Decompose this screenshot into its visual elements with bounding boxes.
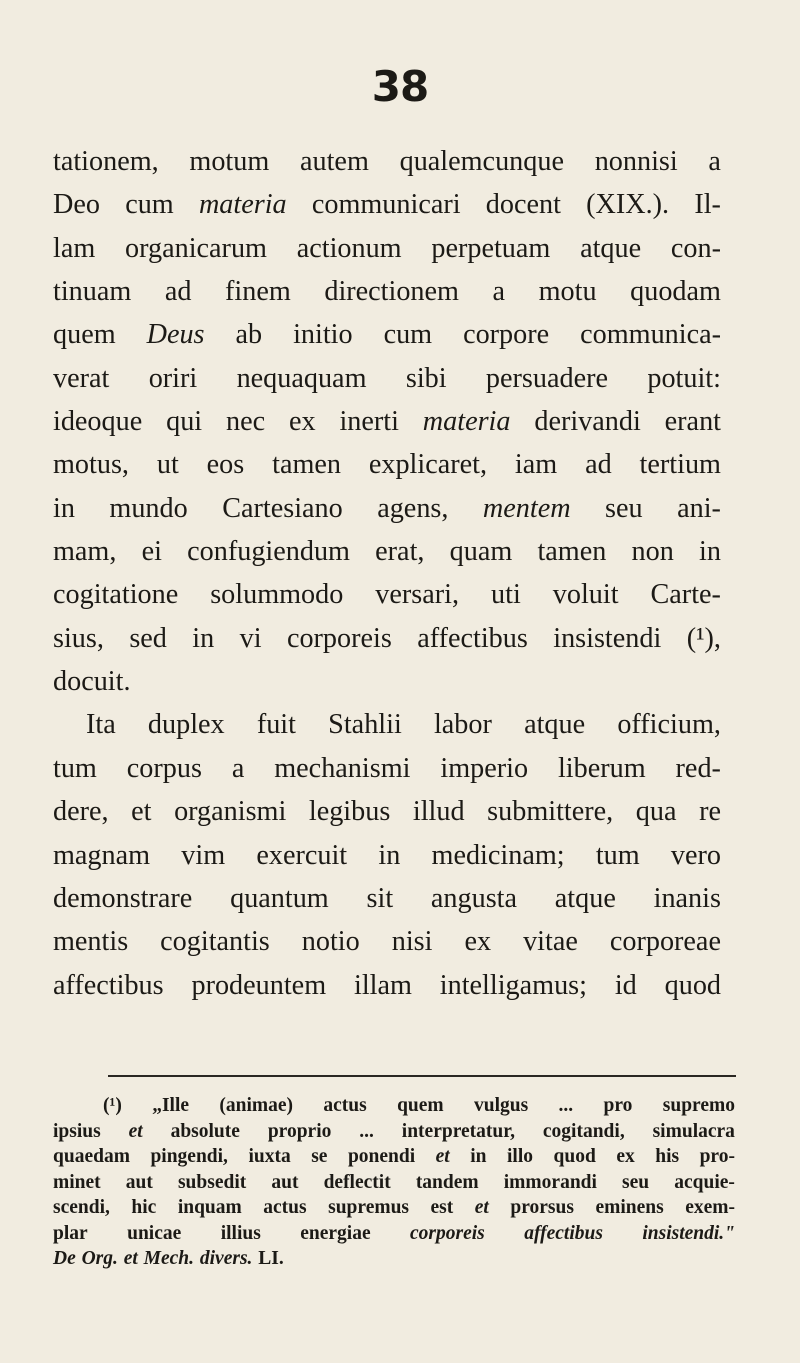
body-word: explicaret, — [368, 449, 488, 481]
footnote-word: in — [470, 1146, 487, 1167]
body-word: non — [631, 536, 674, 568]
footnote-word: energiae — [300, 1222, 371, 1244]
body-word: legibus — [308, 796, 391, 828]
footnote-line — [53, 1093, 735, 1119]
body-word: et — [131, 796, 152, 828]
body-line — [53, 617, 721, 660]
footnote-word: (animae) — [219, 1095, 294, 1116]
body-word: ex — [288, 406, 316, 438]
body-word: initio — [293, 319, 353, 351]
footnote-word: est — [430, 1197, 454, 1218]
body-word: atque — [524, 709, 586, 741]
footnote-word: deflectit — [323, 1171, 391, 1193]
footnote-word: illo — [507, 1146, 534, 1167]
body-word: tinuam — [53, 276, 132, 308]
body-word: oriri — [148, 362, 198, 394]
body-word: seu — [605, 492, 643, 524]
footnote-word: iuxta — [248, 1146, 291, 1167]
body-word: duplex — [147, 709, 225, 741]
footnote-word: quaedam — [53, 1146, 130, 1167]
footnote-word: ponendi — [347, 1146, 416, 1167]
body-word: corporeae — [609, 926, 721, 958]
body-word: eos — [206, 449, 245, 481]
body-word: iam — [514, 449, 558, 481]
footnote-line — [53, 1144, 735, 1170]
body-word: angusta — [430, 882, 518, 914]
body-word: fuit — [256, 709, 296, 741]
body-line — [53, 790, 721, 833]
body-word: ei — [141, 536, 162, 568]
footnote-word: supremus — [328, 1197, 410, 1218]
footnote-word: pro — [603, 1095, 633, 1116]
body-word: agens, — [377, 492, 449, 524]
footnote-word: inquam — [177, 1197, 242, 1218]
body-word: submittere, — [487, 796, 614, 828]
body-word: vitae — [523, 926, 578, 958]
body-word: cum — [125, 189, 174, 221]
body-word: sibi — [405, 362, 447, 394]
footnote-word: affectibus — [524, 1222, 603, 1244]
footnote-word: ... — [558, 1095, 574, 1116]
body-word: in — [192, 622, 215, 654]
body-word: affectibus — [53, 969, 164, 1001]
body-word: vero — [670, 839, 721, 871]
body-word: tationem, — [53, 146, 159, 177]
body-word: inerti — [339, 406, 399, 438]
footnote-word: et — [128, 1120, 143, 1142]
body-word: vi — [239, 622, 262, 654]
body-word: nisi — [391, 926, 433, 958]
body-word: persuadere — [485, 362, 608, 394]
body-word: derivandi — [534, 406, 641, 438]
body-word: organismi — [174, 796, 287, 828]
body-word: Il- — [694, 189, 721, 221]
body-word: quod — [664, 969, 721, 1001]
footnote-word: quod — [553, 1146, 596, 1167]
body-word: sius, — [53, 622, 104, 654]
footnote-word: actus — [263, 1197, 307, 1218]
body-line — [53, 573, 721, 616]
footnote-word: insistendi." — [642, 1222, 735, 1244]
body-word: corporeis — [286, 622, 392, 654]
body-word: actionum — [296, 232, 402, 264]
body-word: in — [378, 839, 401, 871]
body-word: ideoque — [53, 406, 143, 438]
body-word: motu — [538, 276, 597, 308]
body-word: re — [699, 796, 721, 828]
body-word: motum — [189, 146, 270, 177]
body-word: inanis — [653, 882, 721, 914]
body-word: magnam — [53, 839, 151, 871]
body-word: ab — [235, 319, 263, 351]
footnote-word: subsedit — [177, 1171, 247, 1193]
body-word: lam — [53, 232, 96, 264]
footnote-word: aut — [271, 1171, 299, 1193]
body-word: red- — [675, 752, 721, 784]
body-word: a — [231, 752, 245, 784]
body-word: insistendi — [553, 622, 662, 654]
footnote-line — [53, 1119, 735, 1145]
footnote-word: absolute — [170, 1120, 240, 1142]
body-word: versari, — [375, 579, 460, 611]
body-word: ad — [585, 449, 612, 481]
body-word: mundo — [109, 492, 188, 524]
body-word: a — [708, 146, 721, 177]
body-word: uti — [491, 579, 521, 611]
body-word: mentem — [482, 492, 571, 524]
body-word: corpore — [463, 319, 550, 351]
footnote-word: quem — [397, 1095, 444, 1116]
footnote-line — [53, 1195, 735, 1221]
body-word: qua — [635, 796, 677, 828]
body-word: finem — [225, 276, 291, 308]
body-word: materia — [422, 406, 511, 438]
body-word: intelligamus; — [439, 969, 587, 1001]
footnote-word: et — [435, 1146, 450, 1167]
body-word: demonstrare — [53, 882, 193, 914]
body-word: (XIX.). — [586, 189, 670, 221]
body-word: atque — [580, 232, 642, 264]
body-word: officium, — [617, 709, 721, 741]
body-word: docent — [485, 189, 561, 221]
body-line — [53, 487, 721, 530]
body-word: communica- — [580, 319, 721, 351]
body-line — [53, 443, 721, 486]
body-line — [53, 530, 721, 573]
body-word: verat — [53, 362, 110, 394]
body-word: prodeuntem — [191, 969, 327, 1001]
body-word: in — [53, 492, 75, 524]
body-word: tamen — [537, 536, 607, 568]
footnote-word: ... — [359, 1120, 374, 1142]
body-word: quem — [53, 319, 116, 351]
body-word: cogitatione — [53, 579, 179, 611]
footnote-word: Org. — [81, 1248, 118, 1269]
body-line — [53, 660, 721, 703]
body-word: quantum — [230, 882, 329, 914]
body-word: tertium — [639, 449, 721, 481]
body-word: tum — [53, 752, 97, 784]
body-word: illam — [353, 969, 412, 1001]
footnote-word: plar — [53, 1222, 88, 1244]
body-word: illud — [412, 796, 465, 828]
body-line — [53, 357, 721, 400]
footnote-word: scendi, — [53, 1197, 110, 1218]
footnote-word: supremo — [662, 1095, 735, 1116]
body-word: voluit — [552, 579, 619, 611]
footnote-word: divers. — [199, 1248, 253, 1269]
footnote-word: LI. — [258, 1248, 284, 1269]
body-word: medicinam; — [431, 839, 565, 871]
footnote — [53, 1093, 735, 1272]
body-word: vim — [181, 839, 226, 871]
footnote-word: se — [311, 1146, 328, 1167]
footnote-word: simulacra — [652, 1120, 735, 1142]
body-line — [53, 964, 721, 1007]
body-word: docuit. — [53, 666, 131, 698]
body-word: sit — [366, 882, 394, 914]
body-word: labor — [433, 709, 492, 741]
body-word: qualemcunque — [399, 146, 564, 177]
footnote-word: hic — [131, 1197, 157, 1218]
body-word: communicari — [311, 189, 461, 221]
footnote-word: pro- — [699, 1146, 735, 1167]
body-word: dere, — [53, 796, 109, 828]
footnote-word: proprio — [267, 1120, 332, 1142]
body-word: sed — [129, 622, 167, 654]
body-line — [53, 834, 721, 877]
footnote-word: et — [123, 1248, 138, 1269]
body-word: motus, — [53, 449, 129, 481]
body-word: corpus — [126, 752, 202, 784]
footnote-word: eminens — [595, 1197, 664, 1218]
body-word: mam, — [53, 536, 117, 568]
body-word: erat, — [375, 536, 425, 568]
footnote-word: De — [53, 1248, 76, 1269]
body-word: affectibus — [417, 622, 528, 654]
body-word: notio — [301, 926, 360, 958]
body-word: tum — [595, 839, 640, 871]
body-word: a — [492, 276, 506, 308]
body-word: tamen — [272, 449, 341, 481]
footnote-word: et — [474, 1197, 489, 1218]
body-word: in — [698, 536, 721, 568]
body-word: erant — [664, 406, 721, 438]
footnote-word: immorandi — [503, 1171, 597, 1193]
body-word: perpetuam — [431, 232, 551, 264]
footnote-word: illius — [220, 1222, 261, 1244]
footnote-word: interpretatur, — [401, 1120, 515, 1142]
body-word: ut — [156, 449, 179, 481]
body-line — [53, 227, 721, 270]
body-word: potuit: — [647, 362, 721, 394]
body-line — [53, 747, 721, 790]
footnote-word: ex — [616, 1146, 635, 1167]
body-word: quam — [449, 536, 513, 568]
body-word: Cartesiano — [222, 492, 343, 524]
body-word: Deo — [53, 189, 100, 221]
footnote-word: his — [655, 1146, 680, 1167]
body-word: ani- — [677, 492, 721, 524]
footnote-word: vulgus — [474, 1095, 529, 1116]
footnote-word: actus — [323, 1095, 367, 1116]
body-word: autem — [300, 146, 369, 177]
body-word: directionem — [324, 276, 459, 308]
body-word: mechanismi — [274, 752, 411, 784]
body-line — [53, 270, 721, 313]
body-word: exercuit — [256, 839, 348, 871]
body-word: nonnisi — [594, 146, 678, 177]
footnote-word: ipsius — [53, 1120, 101, 1142]
footnote-word: unicae — [127, 1222, 182, 1244]
footnote-line — [53, 1246, 735, 1272]
body-word: Stahlii — [328, 709, 402, 741]
body-word: imperio — [440, 752, 529, 784]
page-number: 38 — [371, 62, 429, 111]
footnote-word: tandem — [415, 1171, 479, 1193]
footnote-word: (¹) — [103, 1095, 122, 1116]
body-word: nec — [225, 406, 266, 438]
body-line — [53, 400, 721, 443]
body-text — [53, 140, 721, 1007]
body-word: Ita — [86, 709, 116, 741]
body-word: mentis — [53, 926, 129, 958]
body-word: cogitantis — [160, 926, 270, 958]
body-word: liberum — [557, 752, 646, 784]
footnote-rule — [108, 1075, 736, 1077]
body-line — [53, 920, 721, 963]
footnote-word: seu — [622, 1171, 650, 1193]
footnote-word: cogitandi, — [542, 1120, 625, 1142]
body-word: cum — [383, 319, 433, 351]
body-line — [53, 140, 721, 183]
body-line — [53, 703, 721, 746]
body-word: atque — [554, 882, 616, 914]
footnote-word: pingendi, — [150, 1146, 228, 1167]
body-word: nequaquam — [236, 362, 367, 394]
footnote-word: acquie- — [674, 1171, 735, 1193]
body-word: Deus — [146, 319, 205, 351]
body-line — [53, 877, 721, 920]
body-word: confugiendum — [187, 536, 350, 568]
body-word: qui — [166, 406, 203, 438]
footnote-word: corporeis — [410, 1222, 485, 1244]
body-word: organicarum — [125, 232, 267, 264]
body-word: ex — [464, 926, 492, 958]
footnote-word: „Ille — [152, 1095, 190, 1116]
body-word: id — [614, 969, 637, 1001]
footnote-word: Mech. — [143, 1248, 195, 1269]
body-word: Carte- — [650, 579, 721, 611]
footnote-word: aut — [125, 1171, 153, 1193]
footnote-word: prorsus — [510, 1197, 574, 1218]
body-word: solummodo — [210, 579, 344, 611]
body-line — [53, 183, 721, 226]
body-word: ad — [164, 276, 192, 308]
footnote-line — [53, 1221, 735, 1247]
body-word: materia — [198, 189, 287, 221]
body-line — [53, 313, 721, 356]
body-word: quodam — [630, 276, 721, 308]
footnote-word: exem- — [685, 1197, 735, 1218]
body-word: (¹), — [686, 622, 721, 654]
footnote-line — [53, 1170, 735, 1196]
body-word: con- — [670, 232, 721, 264]
footnote-word: minet — [53, 1171, 101, 1193]
